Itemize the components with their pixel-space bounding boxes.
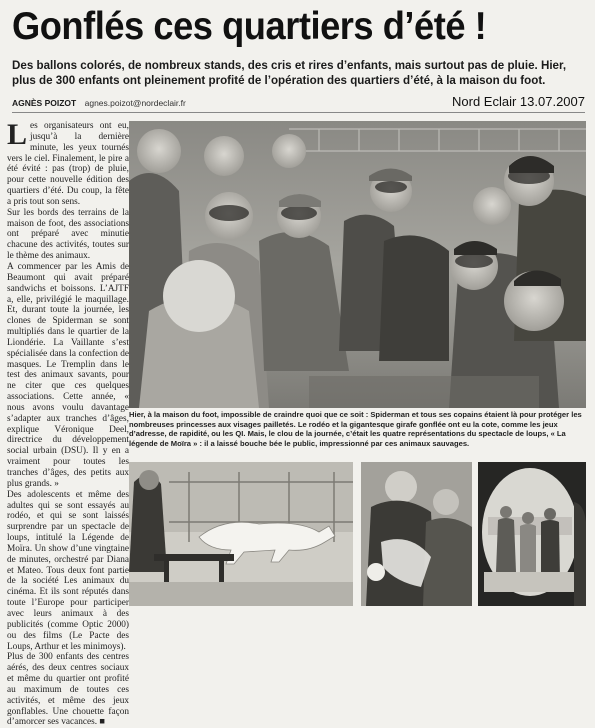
photo-circle-drawing [478,462,586,606]
main-photo-children [129,121,586,408]
source-stamp: Nord Eclair 13.07.2007 [452,94,585,109]
article-paragraph: Des adolescents et même des adultes qui se sont essayés au rodéo, et qui se sont laissés surprendre par un spectacle de loups, intitulé la Légende de Moïra. Un show d’une vingtaine de minutes, orchestré par Diana et Mateo. Tous deux font partie de la société Les animaux du cinéma. Et ils sont réputés dans toute l’Europe pour participer avec leurs animaux à des publicités (comme Optic 2000) ou des films (Le Pacte des Loups, Arthur et les minimoys). [7,489,129,652]
photo-wolf-drawing [129,462,353,606]
main-photo-caption: Hier, à la maison du foot, impossible de craindre quoi que ce soit : Spiderman et tous ses copains étaient là pour protéger les nombreuses princesses aux visages pailletés. Le rodéo et la gigantesque girafe gonflée ont eu la cote, comme les jeux d’adresse, de rapidité, ou les QI. Mais, le clou de la journée, c’était les quatre représentations du spectacle de loups, « La légende de Moïra » : il a laissé bouche bée le public, impressionné par ces animaux sauvages. [129,410,582,449]
photo-circle-frame [478,462,586,606]
article-paragraph: Sur les bords des terrains de la maison de foot, des associations ont préparé avec minutie chacune des activités, toutes sur le thème des animaux. [7,207,129,262]
standfirst-line: Des ballons colorés, de nombreux stands, des cris et rires d’enfants, mais surtout pas de pluie. Hier, [12,59,567,72]
headline: Gonflés ces quartiers d’été ! [12,5,487,48]
article-paragraph: Plus de 300 enfants des centres aérés, des deux centres sociaux et même du quartier ont profité au maximum de toutes ces activités, et même des jeux gonflables. Une chouette façon d’amorcer ses vacances. ■ [7,652,129,728]
byline-email: agnes.poizot@nordeclair.fr [84,98,186,108]
article-paragraph: es organisateurs ont eu, jusqu’à la dernière minute, les yeux tournés vers le ciel. Finalement, le pire a été évité : pas (trop) de pluie, pour cette nouvelle édition des quartiers d’été. Du coup, la fête a pris tout son sens. [7,121,129,207]
header-divider [12,112,585,113]
standfirst-line: plus de 300 enfants ont pleinement profité de l’opération des quartiers d’été, à la maison du foot. [12,74,546,87]
photo-wolf-show [129,462,353,606]
article-body [7,118,129,728]
byline-author: AGNÈS POIZOT [12,98,77,108]
standfirst [12,58,587,88]
drop-cap: L [7,118,28,151]
photo-children-drawing [361,462,472,606]
main-photo-drawing [129,121,586,408]
byline [12,97,186,109]
photo-children-balloons [361,462,472,606]
article-paragraph: A commencer par les Amis de Beaumont qui avait préparé sandwichs et boissons. L’AJTF a, elle, privilégié le maquillage. Et, durant toute la journée, les clones de Spiderman se sont multipliés dans le quartier de la Liondérie. La Vaillante s’est spécialisée dans la confection de masques. Le Tremplin dans le test des animaux savants, pour ne citer que ces quelques associations. Cette année, « nous avons voulu davantage s’adapter aux tranches d’âges, explique Véronique Deel, directrice du développement social urbain (DSU). Il y en a vraiment pour toutes les tranches d’âges, des petits aux plus grands. » [7,261,129,489]
